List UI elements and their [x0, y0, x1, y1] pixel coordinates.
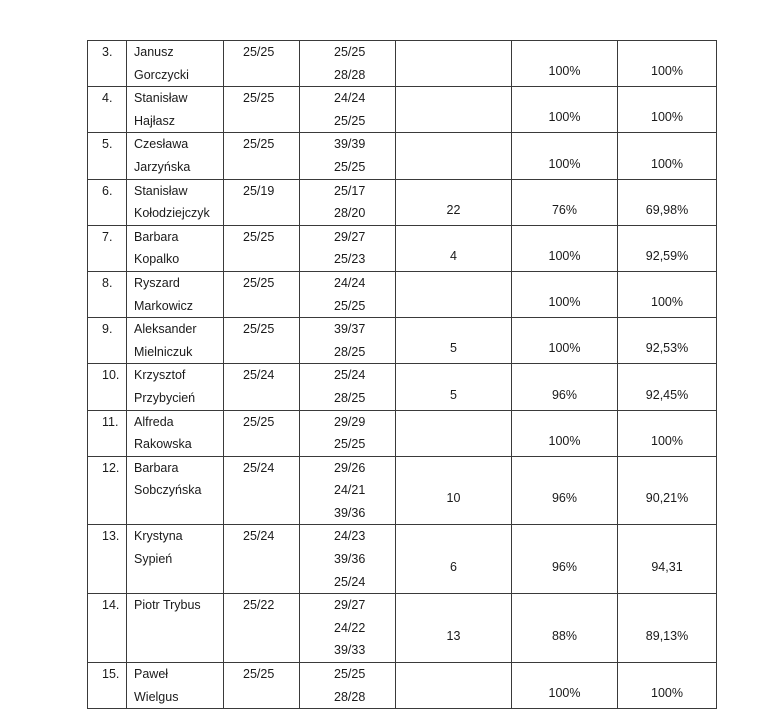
weighted-percent-cell-text: 100%	[651, 295, 683, 310]
name-cell-text: Krystyna	[134, 529, 183, 544]
absent-cell-text: 4	[450, 249, 457, 264]
absent-cell	[396, 179, 512, 225]
score-cell	[224, 133, 300, 179]
percent-cell-text: 100%	[548, 110, 581, 125]
name-cell	[127, 87, 224, 133]
name-cell-text: Mielniczuk	[134, 344, 193, 359]
sessions-cell	[300, 410, 396, 456]
weighted-percent-cell	[618, 87, 717, 133]
percent-cell	[512, 525, 618, 594]
row-number-cell-text: 13.	[102, 529, 120, 544]
row-number-cell	[88, 179, 127, 225]
row-number-cell-text: 9.	[102, 322, 113, 337]
percent-cell-text: 100%	[548, 156, 581, 171]
percent-cell	[512, 663, 618, 709]
percent-cell-text: 76%	[551, 202, 578, 217]
sessions-cell-text: 24/24	[334, 91, 366, 106]
sessions-cell-text: 39/36	[334, 505, 366, 520]
score-cell	[224, 410, 300, 456]
name-cell	[127, 410, 224, 456]
absent-cell	[396, 410, 512, 456]
sessions-cell-text: 25/25	[334, 437, 366, 452]
row-number-cell	[88, 410, 127, 456]
name-cell-text: Stanisław	[134, 183, 188, 198]
sessions-cell-text: 24/22	[334, 620, 366, 635]
sessions-cell-text: 28/28	[334, 67, 366, 82]
row-number-cell	[88, 525, 127, 594]
table-row	[88, 456, 717, 525]
absent-cell-text: 22	[446, 202, 461, 217]
table-row	[88, 271, 717, 317]
sessions-cell-text: 39/33	[334, 643, 366, 658]
row-number-cell	[88, 456, 127, 525]
sessions-cell	[300, 663, 396, 709]
sessions-cell	[300, 594, 396, 663]
weighted-percent-cell-text: 100%	[651, 110, 683, 125]
absent-cell	[396, 318, 512, 364]
absent-cell	[396, 364, 512, 410]
weighted-percent-cell	[618, 364, 717, 410]
row-number-cell	[88, 663, 127, 709]
score-cell	[224, 179, 300, 225]
sessions-cell-text: 25/24	[334, 368, 366, 383]
absent-cell	[396, 41, 512, 87]
absent-cell	[396, 133, 512, 179]
percent-cell	[512, 594, 618, 663]
sessions-cell-text: 25/25	[334, 113, 366, 128]
score-cell-text: 25/25	[243, 275, 275, 290]
absent-cell-text: 6	[450, 560, 457, 575]
percent-cell-text: 100%	[548, 341, 581, 356]
name-cell	[127, 364, 224, 410]
name-cell	[127, 179, 224, 225]
name-cell	[127, 456, 224, 525]
score-cell	[224, 525, 300, 594]
name-cell-text: Barbara	[134, 229, 179, 244]
percent-cell-text: 100%	[548, 295, 581, 310]
name-cell	[127, 318, 224, 364]
score-cell-text: 25/24	[243, 368, 275, 383]
sessions-cell-text: 39/37	[334, 322, 366, 337]
name-cell	[127, 594, 224, 663]
name-cell	[127, 663, 224, 709]
absent-cell-text: 5	[450, 387, 457, 402]
score-cell-text: 25/25	[243, 45, 275, 59]
row-number-cell	[88, 271, 127, 317]
sessions-cell	[300, 133, 396, 179]
percent-cell-text: 100%	[548, 64, 581, 79]
sessions-cell	[300, 525, 396, 594]
name-cell-text: Jarzyńska	[134, 159, 191, 174]
weighted-percent-cell	[618, 225, 717, 271]
weighted-percent-cell-text: 100%	[651, 156, 683, 171]
table-row	[88, 525, 717, 594]
score-cell	[224, 225, 300, 271]
score-cell	[224, 456, 300, 525]
sessions-cell-text: 25/17	[334, 183, 366, 198]
name-cell	[127, 271, 224, 317]
row-number-cell	[88, 225, 127, 271]
percent-cell	[512, 456, 618, 525]
absent-cell-text: 13	[446, 628, 461, 643]
weighted-percent-cell	[618, 410, 717, 456]
row-number-cell-text: 12.	[102, 460, 120, 475]
score-cell-text: 25/25	[243, 414, 275, 429]
name-cell-text: Ryszard	[134, 275, 180, 290]
percent-cell	[512, 364, 618, 410]
score-cell	[224, 318, 300, 364]
row-number-cell-text: 3.	[102, 45, 113, 59]
row-number-cell-text: 7.	[102, 229, 113, 244]
weighted-percent-cell	[618, 271, 717, 317]
sessions-cell-text: 25/25	[334, 298, 366, 313]
sessions-cell	[300, 318, 396, 364]
weighted-percent-cell-text: 89,13%	[645, 628, 689, 643]
score-cell-text: 25/25	[243, 667, 275, 682]
weighted-percent-cell	[618, 41, 717, 87]
percent-cell	[512, 410, 618, 456]
weighted-percent-cell-text: 92,45%	[645, 387, 689, 402]
score-cell-text: 25/24	[243, 529, 275, 544]
row-number-cell-text: 14.	[102, 598, 120, 613]
percent-cell	[512, 225, 618, 271]
name-cell	[127, 41, 224, 87]
score-cell	[224, 271, 300, 317]
row-number-cell-text: 15.	[102, 667, 120, 682]
weighted-percent-cell	[618, 456, 717, 525]
weighted-percent-cell	[618, 318, 717, 364]
name-cell-text: Rakowska	[134, 437, 192, 452]
table-row	[88, 225, 717, 271]
absent-cell	[396, 456, 512, 525]
score-cell-text: 25/25	[243, 229, 275, 244]
sessions-cell-text: 24/23	[334, 529, 366, 544]
name-cell-text: Alfreda	[134, 414, 174, 429]
name-cell-text: Kopalko	[134, 252, 180, 267]
score-cell-text: 25/19	[243, 183, 275, 198]
percent-cell	[512, 318, 618, 364]
name-cell-text: Markowicz	[134, 298, 194, 313]
table-row	[88, 663, 717, 709]
weighted-percent-cell	[618, 594, 717, 663]
percent-cell	[512, 133, 618, 179]
weighted-percent-cell-text: 100%	[651, 433, 683, 448]
sessions-cell	[300, 364, 396, 410]
sessions-cell-text: 24/24	[334, 275, 366, 290]
weighted-percent-cell-text: 92,53%	[645, 341, 689, 356]
absent-cell	[396, 225, 512, 271]
score-cell	[224, 594, 300, 663]
absent-cell	[396, 663, 512, 709]
percent-cell	[512, 271, 618, 317]
sessions-cell	[300, 41, 396, 87]
absent-cell-text: 10	[446, 491, 461, 506]
weighted-percent-cell	[618, 133, 717, 179]
sessions-cell	[300, 271, 396, 317]
score-cell	[224, 41, 300, 87]
score-cell-text: 25/24	[243, 460, 275, 475]
sessions-cell-text: 24/21	[334, 483, 366, 498]
row-number-cell-text: 10.	[102, 368, 120, 383]
sessions-cell-text: 25/24	[334, 574, 366, 589]
weighted-percent-cell	[618, 179, 717, 225]
table-row	[88, 410, 717, 456]
sessions-cell	[300, 225, 396, 271]
percent-cell-text: 100%	[548, 249, 581, 264]
name-cell-text: Przybycień	[134, 390, 196, 405]
sessions-cell-text: 39/39	[334, 137, 366, 152]
name-cell-text: Piotr Trybus	[134, 598, 201, 613]
weighted-percent-cell	[618, 525, 717, 594]
sessions-cell-text: 29/27	[334, 598, 366, 613]
score-cell	[224, 364, 300, 410]
table-row	[88, 133, 717, 179]
percent-cell-text: 100%	[548, 433, 581, 448]
score-cell-text: 25/22	[243, 598, 275, 613]
sessions-cell	[300, 179, 396, 225]
row-number-cell-text: 6.	[102, 183, 113, 198]
table-row	[88, 318, 717, 364]
sessions-cell-text: 28/28	[334, 689, 366, 704]
weighted-percent-cell-text: 90,21%	[645, 491, 689, 506]
table-row	[88, 364, 717, 410]
name-cell	[127, 225, 224, 271]
table-row	[88, 594, 717, 663]
sessions-cell-text: 25/25	[334, 159, 366, 174]
name-cell-text: Gorczycki	[134, 67, 189, 82]
row-number-cell-text: 8.	[102, 275, 113, 290]
sessions-cell-text: 25/25	[334, 45, 366, 59]
weighted-percent-cell-text: 100%	[651, 64, 683, 79]
percent-cell	[512, 179, 618, 225]
percent-cell-text: 96%	[551, 491, 578, 506]
absent-cell-text: 5	[450, 341, 457, 356]
absent-cell	[396, 594, 512, 663]
sessions-cell-text: 29/29	[334, 414, 366, 429]
name-cell-text: Janusz	[134, 45, 174, 59]
sessions-cell-text: 28/20	[334, 206, 366, 221]
sessions-cell-text: 29/27	[334, 229, 366, 244]
row-number-cell	[88, 87, 127, 133]
attendance-table	[87, 40, 717, 709]
row-number-cell-text: 11.	[102, 414, 119, 429]
absent-cell	[396, 271, 512, 317]
name-cell-text: Sobczyńska	[134, 483, 202, 498]
percent-cell	[512, 41, 618, 87]
row-number-cell	[88, 41, 127, 87]
name-cell-text: Hajłasz	[134, 113, 175, 128]
sessions-cell-text: 25/23	[334, 252, 366, 267]
sessions-cell	[300, 456, 396, 525]
name-cell	[127, 525, 224, 594]
percent-cell-text: 88%	[551, 628, 578, 643]
percent-cell-text: 96%	[551, 387, 578, 402]
name-cell-text: Kołodziejczyk	[134, 206, 210, 221]
row-number-cell	[88, 594, 127, 663]
score-cell	[224, 87, 300, 133]
name-cell-text: Czesława	[134, 137, 189, 152]
name-cell-text: Aleksander	[134, 322, 197, 337]
name-cell	[127, 133, 224, 179]
table-row	[88, 41, 717, 87]
score-cell-text: 25/25	[243, 137, 275, 152]
sessions-cell-text: 28/25	[334, 390, 366, 405]
row-number-cell	[88, 318, 127, 364]
absent-cell	[396, 525, 512, 594]
sessions-cell-text: 39/36	[334, 552, 366, 567]
sessions-cell-text: 29/26	[334, 460, 366, 475]
weighted-percent-cell-text: 69,98%	[645, 202, 689, 217]
sessions-cell-text: 28/25	[334, 344, 366, 359]
percent-cell-text: 100%	[548, 686, 581, 701]
percent-cell	[512, 87, 618, 133]
row-number-cell	[88, 133, 127, 179]
score-cell	[224, 663, 300, 709]
row-number-cell-text: 4.	[102, 91, 113, 106]
score-cell-text: 25/25	[243, 322, 275, 337]
weighted-percent-cell	[618, 663, 717, 709]
weighted-percent-cell-text: 92,59%	[645, 249, 689, 264]
percent-cell-text: 96%	[551, 560, 578, 575]
table-row	[88, 179, 717, 225]
sessions-cell	[300, 87, 396, 133]
name-cell-text: Stanisław	[134, 91, 188, 106]
sessions-cell-text: 25/25	[334, 667, 366, 682]
weighted-percent-cell-text: 94,31	[651, 560, 683, 575]
weighted-percent-cell-text: 100%	[651, 686, 683, 701]
name-cell-text: Paweł	[134, 667, 169, 682]
name-cell-text: Wielgus	[134, 689, 179, 704]
absent-cell	[396, 87, 512, 133]
table-row	[88, 87, 717, 133]
name-cell-text: Barbara	[134, 460, 179, 475]
score-cell-text: 25/25	[243, 91, 275, 106]
row-number-cell	[88, 364, 127, 410]
name-cell-text: Krzysztof	[134, 368, 186, 383]
name-cell-text: Sypień	[134, 552, 173, 567]
row-number-cell-text: 5.	[102, 137, 113, 152]
